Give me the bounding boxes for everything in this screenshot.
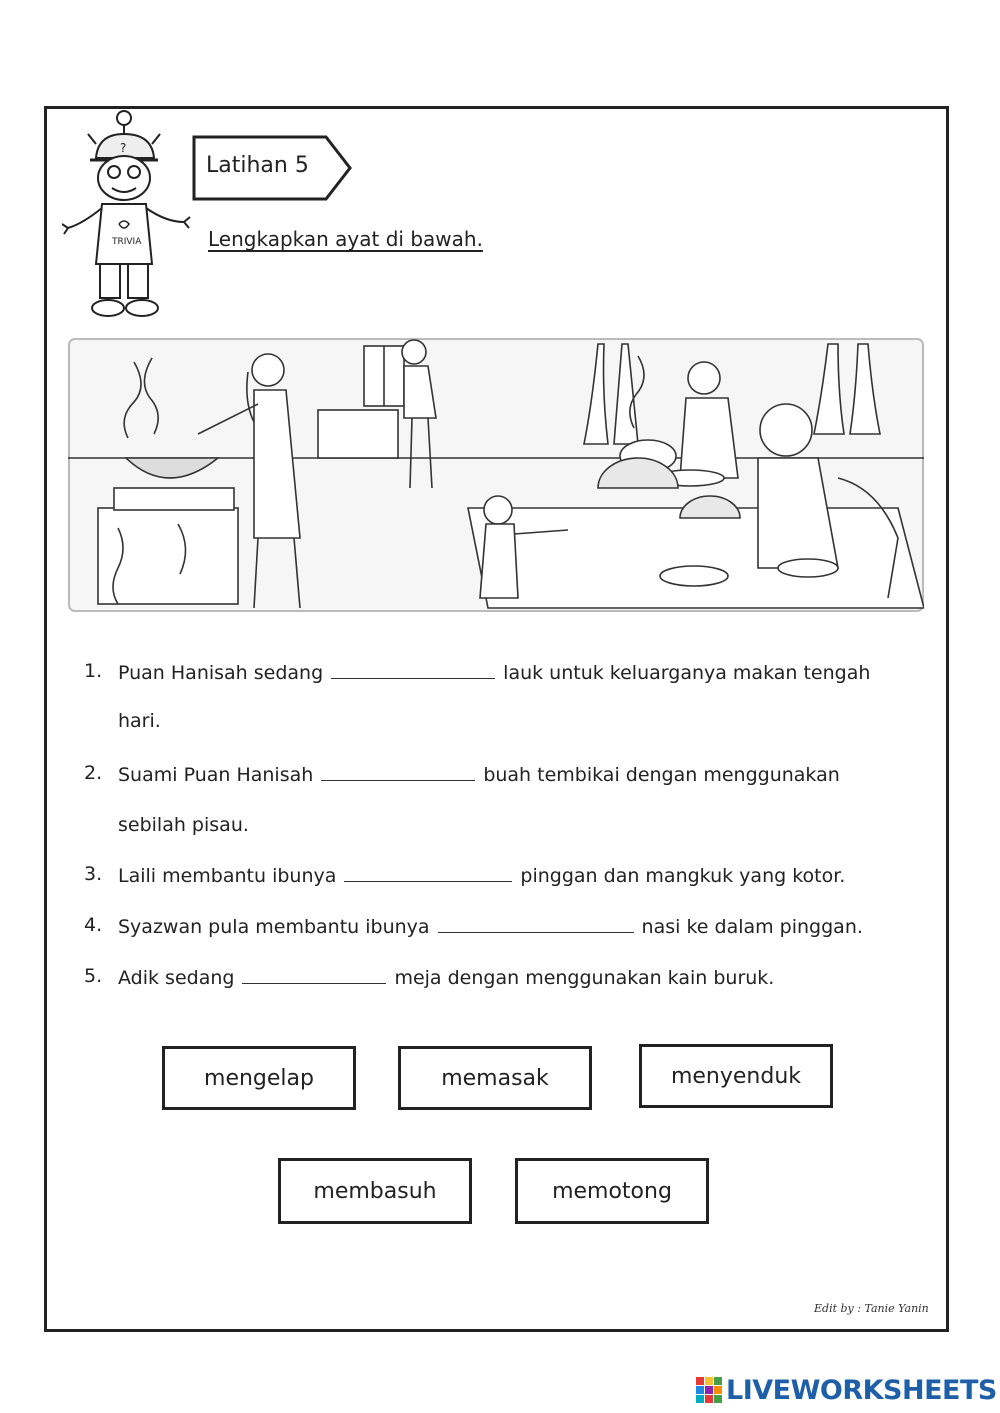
question-text-before: Syazwan pula membantu ibunya [118,916,430,938]
editor-signature: Edit by : Tanie Yanin [814,1302,929,1315]
question-text-after: meja dengan menggunakan kain buruk. [394,967,775,989]
question-text-after: buah tembikai dengan menggunakan [483,764,840,786]
question-number: 2. [84,762,103,784]
question-text-after: lauk untuk keluarganya makan tengah [503,662,871,684]
question-text-before: Laili membantu ibunya [118,865,337,887]
liveworksheets-logo-icon [696,1377,722,1403]
question-number: 1. [84,660,103,682]
word-membasuh[interactable]: membasuh [278,1158,472,1224]
word-menyenduk[interactable]: menyenduk [639,1044,833,1108]
brand-name: LIVEWORKSHEETS [726,1374,997,1406]
question-text-cont: hari. [118,710,161,732]
question-number: 4. [84,914,103,936]
word-mengelap[interactable]: mengelap [162,1046,356,1110]
mascot-illustration [62,104,192,328]
question-text-cont: sebilah pisau. [118,814,249,836]
question-text-before: Suami Puan Hanisah [118,764,314,786]
liveworksheets-branding[interactable] [696,1374,997,1406]
answer-blank-4[interactable] [438,914,634,933]
question-number: 5. [84,965,103,987]
word-memasak[interactable]: memasak [398,1046,592,1110]
instruction-text: Lengkapkan ayat di bawah. [208,227,483,251]
answer-blank-1[interactable] [331,660,495,679]
question-text-after: pinggan dan mangkuk yang kotor. [520,865,846,887]
svg-text:TRIVIA: TRIVIA [112,237,142,247]
svg-text:?: ? [120,141,127,155]
question-text-before: Adik sedang [118,967,235,989]
answer-blank-5[interactable] [242,965,386,984]
question-text-before: Puan Hanisah sedang [118,662,324,684]
question-number: 3. [84,863,103,885]
answer-blank-2[interactable] [321,762,475,781]
answer-blank-3[interactable] [344,863,512,882]
kitchen-scene-illustration [68,338,924,612]
word-memotong[interactable]: memotong [515,1158,709,1224]
exercise-title: Latihan 5 [206,153,309,178]
question-text-after: nasi ke dalam pinggan. [641,916,863,938]
